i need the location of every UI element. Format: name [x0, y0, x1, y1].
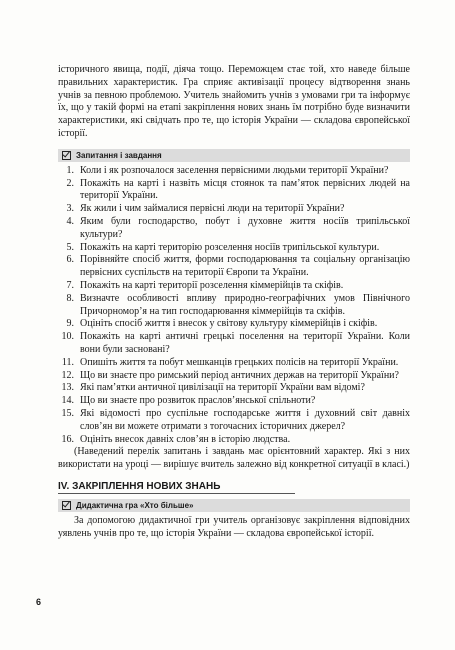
question-number: 16. [61, 433, 74, 445]
question-number: 7. [66, 279, 74, 291]
question-item [58, 318, 410, 331]
question-item [58, 242, 410, 255]
question-number: 12. [61, 369, 74, 381]
question-number: 1. [66, 164, 74, 176]
question-item [58, 408, 410, 434]
question-number: 8. [66, 292, 74, 304]
question-number: 2. [66, 177, 74, 189]
question-number: 4. [66, 215, 74, 227]
question-item [58, 293, 410, 319]
question-text: Покажіть на карті античні грецькі поселення на території України. Коли вони були засновані? [80, 331, 410, 355]
section-questions-title: Запитання і завдання [76, 150, 162, 160]
question-text: Оцініть внесок давніх слов’ян в історію людства. [80, 433, 291, 445]
question-text: Покажіть на карті території розселення кіммерійців та скіфів. [80, 279, 344, 291]
note-paragraph: (Наведений перелік запитань і завдань має орієнтовний характер. Які з них використати на уроці — вирішує вчитель залежно від конкретної ситуації в класі.) [58, 446, 410, 471]
question-text: Коли і як розпочалося заселення первісними людьми території України? [80, 164, 389, 176]
question-item [58, 254, 410, 280]
question-number: 6. [66, 254, 74, 266]
checkbox-icon [62, 151, 71, 160]
section-iv-heading: IV. ЗАКРІПЛЕННЯ НОВИХ ЗНАНЬ [58, 481, 295, 494]
question-text: Які відомості про суспільне господарське життя і духовний світ давніх слов’ян ви можете отримати з тогочасних історичних джерел? [80, 407, 410, 432]
section-game-title: Дидактична гра «Хто більше» [76, 500, 194, 510]
question-item [58, 216, 410, 242]
question-item [58, 331, 410, 357]
checkbox-icon [62, 501, 71, 510]
question-text: Які пам’ятки античної цивілізації на території України вам відомі? [80, 382, 365, 394]
page-number: 6 [36, 597, 42, 607]
question-text: Опишіть життя та побут мешканців грецьких полісів на території України. [80, 356, 399, 368]
question-text: Оцініть спосіб життя і внесок у світову культуру кіммерійців і скіфів. [80, 318, 378, 330]
question-item [58, 165, 410, 178]
question-number: 9. [66, 318, 74, 330]
question-item [58, 280, 410, 293]
question-number: 5. [66, 241, 74, 253]
question-text: Що ви знаєте про римський період античних держав на території України? [80, 369, 399, 381]
question-text: Покажіть на карті територію розселення носіїв трипільської культури. [80, 241, 380, 253]
intro-paragraph: історичного явища, події, діяча тощо. Переможцем стає той, хто наведе більше правильних характеристик. Гра сприяє активізації процесу відтворення знань учнів за певною проблемою. Учитель знайомить учнів з умовами гри та інформує їх, що у такій формі на етапі закріплення нових знань їм потрібно буде визначити характеристики, які свідчать про те, що історія України — складова європейської історії. [58, 64, 410, 139]
question-number: 15. [61, 407, 74, 419]
question-item [58, 178, 410, 204]
question-text: Яким були господарство, побут і духовне життя носіїв трипільської культури? [80, 215, 410, 240]
questions-list [58, 165, 410, 447]
question-number: 11. [61, 356, 74, 368]
question-item [58, 395, 410, 408]
section-game-header [58, 499, 410, 512]
question-text: Покажіть на карті і назвіть місця стоянок та пам’яток первісних людей на території України. [80, 177, 410, 202]
question-number: 14. [61, 395, 74, 407]
question-text: Як жили і чим займалися первісні люди на території України? [80, 203, 345, 215]
question-number: 10. [61, 331, 74, 343]
question-number: 13. [61, 382, 74, 394]
question-text: Порівняйте спосіб життя, форми господарювання та соціальну організацію первісних суспільств на території Європи та України. [80, 254, 410, 279]
closing-paragraph: За допомогою дидактичної гри учитель організовує закріплення відповідних уявлень учнів про те, що історія України — складова європейської історії. [58, 514, 410, 539]
section-questions-header [58, 149, 410, 162]
question-item [58, 434, 410, 447]
question-text: Що ви знаєте про розвиток праслов’янської спільноти? [80, 395, 316, 407]
question-item [58, 382, 410, 395]
question-number: 3. [66, 203, 74, 215]
question-text: Визначте особливості впливу природно-географічних умов Північного Причорномор’я на тип господарювання кіммерійців та скіфів. [80, 292, 410, 317]
page-content [58, 64, 410, 541]
question-item [58, 357, 410, 370]
question-item [58, 370, 410, 383]
question-item [58, 203, 410, 216]
